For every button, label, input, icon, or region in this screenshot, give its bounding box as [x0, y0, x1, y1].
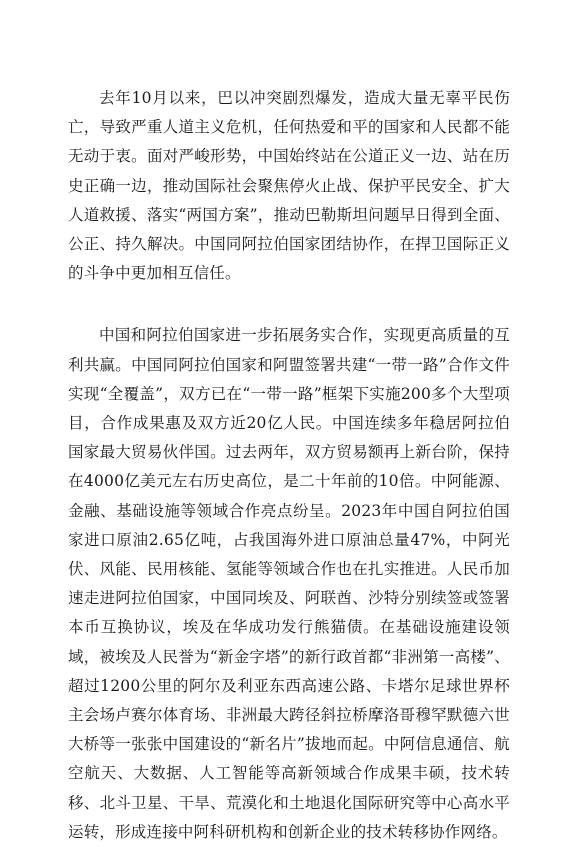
paragraph-1: 去年10月以来，巴以冲突剧烈爆发，造成大量无辜平民伤亡，导致严重人道主义危机，任何热爱和平的国家和人民都不能无动于衷。面对严峻形势，中国始终站在公道正义一边、站在历史正确一边，推动国际社会聚焦停火止战、保护平民安全、扩大人道救援、落实“两国方案”，推动巴勒斯坦问题早日得到全面、公正、持久解决。中国同阿拉伯国家团结协作，在捍卫国际正义的斗争中更加相互信任。 [68, 89, 510, 283]
paragraph-2: 中国和阿拉伯国家进一步拓展务实合作，实现更高质量的互利共赢。中国同阿拉伯国家和阿盟签署共建“一带一路”合作文件实现“全覆盖”，双方已在“一带一路”框架下实施200多个大型项目，合作成果惠及双方近20亿人民。中国连续多年稳居阿拉伯国家最大贸易伙伴国。过去两年，双方贸易额再上新台阶，保持在4000亿美元左右历史高位，是二十年前的10倍。中阿能源、金融、基础设施等领域合作亮点纷呈。2023年中国自阿拉伯国家进口原油2.65亿吨，占我国海外进口原油总量47%，中阿光伏、风能、民用核能、氢能等领域合作也在扎实推进。人民币加速走进阿拉伯国家，中国同埃及、阿联酋、沙特分别续签或签署本币互换协议，埃及在华成功发行熊猫债。在基础设施建设领域，被埃及人民誉为“新金字塔”的新行政首都“非洲第一高楼”、超过1200公里的阿尔及利亚东西高速公路、卡塔尔足球世界杯主会场卢赛尔体育场、非洲最大跨径斜拉桥摩洛哥穆罕默德六世大桥等一张张中国建设的“新名片”拔地而起。中阿信息通信、航空航天、大数据、人工智能等高新领域合作成果丰硕，技术转移、北斗卫星、干旱、荒漠化和土地退化国际研究等中心高水平运转，形成连接中阿科研机构和创新企业的技术转移协作网络。 [68, 326, 510, 841]
